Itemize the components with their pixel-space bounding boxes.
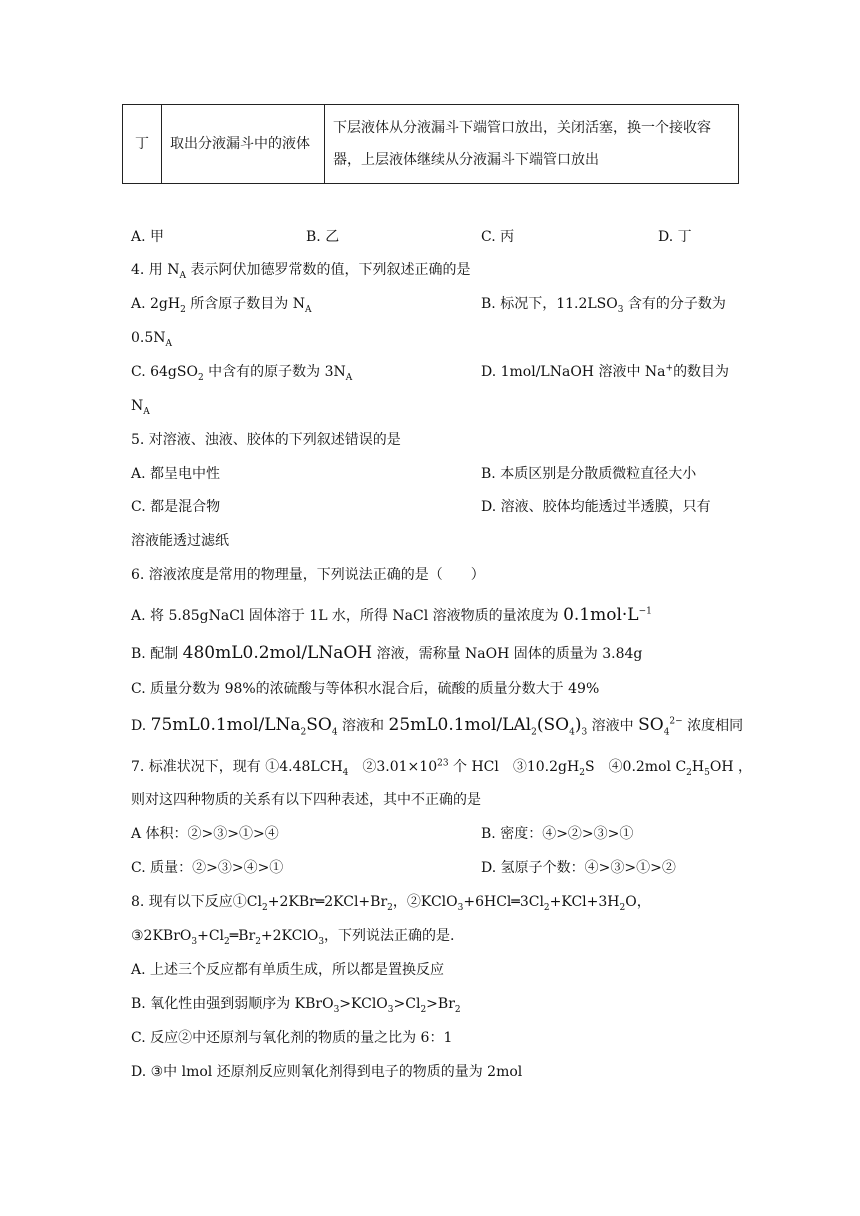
q4-option-b: B. 标况下，$11.2LSO_3$ 含有的分子数为: [481, 296, 726, 315]
q7-option-c: C. 质量：②>③>④>①: [131, 860, 284, 876]
q3-option-b: B. 乙: [306, 229, 340, 245]
q3-option-d: D. 丁: [658, 229, 692, 245]
q6-option-c: C. 质量分数为 98%的浓硫酸与等体积水混合后，硫酸的质量分数大于 49%: [131, 681, 600, 697]
q5-option-d: D. 溶液、胶体均能透过半透膜，只有: [481, 499, 711, 515]
q8-option-d: D. ③中 lmol 还原剂反应则氧化剂得到电子的物质的量为 2mol: [131, 1064, 523, 1080]
q7-option-d: D. 氢原子个数：④>③>①>②: [481, 860, 676, 876]
q4-option-b-cont: $0.5N_A$: [131, 330, 173, 349]
q3-option-c: C. 丙: [481, 229, 515, 245]
q8-option-a: A. 上述三个反应都有单质生成，所以都是置换反应: [131, 962, 445, 978]
q4-option-a: A. $2gH_2$ 所含原子数目为 $N_A$: [131, 296, 312, 315]
q8-stem: 8. 现有以下反应$①Cl_2+2KBr═2KCl+Br_2$，$②KClO_3+6HCl═3Cl_2+KCl+3H_2O$，: [131, 894, 651, 913]
q5-stem: 5. 对溶液、浊液、胶体的下列叙述错误的是: [131, 432, 401, 448]
operation-table: [122, 104, 739, 184]
q7-stem-cont: 则对这四种物质的关系有以下四种表述，其中不正确的是: [131, 792, 481, 808]
q6-stem: 6. 溶液浓度是常用的物理量，下列说法正确的是（ ）: [131, 567, 485, 583]
table-row: [123, 105, 739, 184]
q7-stem: 7. 标准状况下，现有 $①4.48LCH_4$ $②3.01\times 10^{23}$ 个 HCl $③10.2gH_2S$ ④0.2mol $C_2H_5OH$ ，: [131, 758, 752, 778]
q6-option-a: A. 将 5.85gNaCl 固体溶于 1L 水，所得 NaCl 溶液物质的量浓度为 $0.1mol\cdot L^{-1}$: [131, 605, 652, 625]
q3-option-a: A. 甲: [131, 229, 165, 245]
q8-option-c: C. 反应②中还原剂与氧化剂的物质的量之比为 6：1: [131, 1030, 453, 1046]
q4-stem: 4. 用 $N_A$ 表示阿伏加德罗常数的值，下列叙述正确的是: [131, 262, 471, 281]
table-cell-method: 下层液体从分液漏斗下端管口放出，关闭活塞，换一个接收容器，上层液体继续从分液漏斗下端管口放出: [325, 105, 739, 184]
table-cell-label: 丁: [123, 105, 162, 184]
q4-option-d-cont: $N_A$: [131, 398, 150, 417]
q5-option-a: A. 都呈电中性: [131, 466, 221, 482]
q7-option-b: B. 密度：④>②>③>①: [481, 826, 634, 842]
table-cell-operation: 取出分液漏斗中的液体: [162, 105, 325, 184]
q6-option-b: B. 配制 480mL0.2mol/LNaOH 溶液，需称量 NaOH 固体的质量为 3.84g: [131, 643, 643, 663]
q8-option-b: B. 氧化性由强到弱顺序为 $KBrO_3>KClO_3>Cl_2>Br_2$: [131, 996, 461, 1015]
q5-option-d-cont: 溶液能透过滤纸: [131, 533, 229, 549]
q8-stem-cont: $③2KBrO_3+Cl_2═Br_2+2KClO_3$，下列说法正确的是.: [131, 928, 455, 947]
q6-option-d: D. $75mL0.1mol/LNa_2SO_4$ 溶液和 $25mL0.1mol/LAl_2(SO_4)_3$ 溶液中 $SO_4^{2-}$ 浓度相同: [131, 715, 744, 738]
q5-option-c: C. 都是混合物: [131, 499, 221, 515]
q4-option-d: D. 1mol/LNaOH 溶液中 Na+的数目为: [481, 363, 730, 380]
q4-option-c: C. 64gSO$_2$ 中含有的原子数为 $3N_A$: [131, 364, 353, 383]
q5-option-b: B. 本质区别是分散质微粒直径大小: [481, 466, 697, 482]
q7-option-a: A 体积：②>③>①>④: [131, 826, 279, 842]
